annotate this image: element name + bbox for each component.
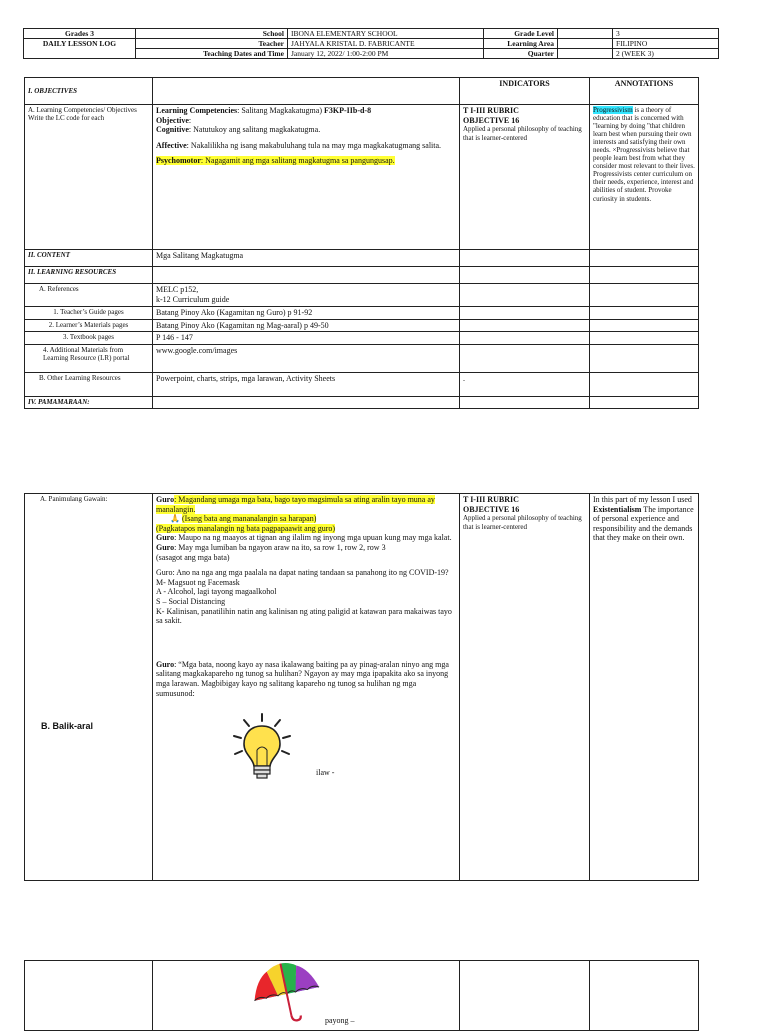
tg-label: 1. Teacher’s Guide pages [25,307,153,320]
progressivism-term: Progressivism [593,106,633,114]
school-label: School [136,29,288,39]
tb-value: P 146 - 147 [153,332,460,345]
lm-label: 2. Learner’s Materials pages [25,319,153,332]
payong-cell [153,961,460,1031]
other-value: Powerpoint, charts, strips, mga larawan, Activity Sheets [153,372,460,396]
annotations-heading: ANNOTATIONS [590,78,699,105]
am-label: 4. Additional Materials from Learning Resource (LR) portal [25,344,153,372]
annotation-cell-2: In this part of my lesson I used Existentialism The importance of personal experience and responsibility and the demands that they make on their own. [590,494,699,881]
objectives-heading: I. OBJECTIVES [25,78,153,105]
umbrella-icon [247,961,325,1027]
learning-area-value: FILIPINO [613,39,719,49]
lm-value: Batang Pinoy Ako (Kagamitan ng Mag-aaral) p 49-50 [153,319,460,332]
references-label: A. References [25,284,153,307]
continuation-table [24,960,699,1031]
other-label: B. Other Learning Resources [25,372,153,396]
grade-level-value: 3 [613,29,719,39]
dates-label: Teaching Dates and Time [136,49,288,59]
covid-question: Guro: Ano na nga ang mga paalala na dapat nating tandaan sa panahong ito ng COVID-19? [156,568,449,578]
school-value: IBONA ELEMENTARY SCHOOL [288,29,484,39]
references-value: MELC p152, k-12 Curriculum guide [153,284,460,307]
am-value: www.google.com/images [153,344,460,372]
objectives-table: I. OBJECTIVES INDICATORS ANNOTATIONS A. Learning Competencies/ Objectives Write the LC code for each Learning Competencies: Salitang Magkakatugma) F3KP-IIb-d-8 Objective: Cognitive: Natutukoy ang salitang magkakatugma. Affective: Nakalilikha ng isang makabuluhang tula na may mga magkakatugmang salita. Psychomotor: Nagagamit ang mga salitang magkatugma sa pangungusap. T I-III RUBRIC OBJECTIVE 16 Applied a personal philosophy of teaching that is learner-centered Progressivism is a theory of education that is concerned with "learning by doing "that children learn best when pursuing their own interests and satisfying their own needs. ×Progressivists believe that people learn best from what they consider most relevant to their lives. Progressivists center curriculum on their needs, experience, interest and abilities of student. Provoke curiosity in students. II. CONTENT Mga Salitang Magkatugma II. LEARNING RESOURCES A. References MELC p152, k-12 Curriculum guide 1. Teacher’s Guide pages Batang Pinoy Ako (Kagamitan ng Guro) p 91-92 2. Learner’s Materials pages Batang Pinoy Ako (Kagamitan ng Mag-aaral) p 49-50 3. Textbook pages P 146 - 147 4. Additional Materials from Learning Resource (LR) portal www.google.com/images B. Other Learning Resources Powerpoint, charts, strips, mga larawan, Activity Sheets . IV. PAMAMARAAN: [24,77,699,409]
psychomotor-text: : Nagagamit ang mga salitang magkatugma sa pangungusap. [200,156,395,166]
indicators-heading: INDICATORS [460,78,590,105]
greeting-text: : Magandang umaga mga bata, bago tayo magsimula sa ating aralin tayo muna ay manalangin. [156,495,435,514]
cognitive-text: : Natutukoy ang salitang magkakatugma. [188,125,321,135]
objectives-content: Learning Competencies: Salitang Magkakatugma) F3KP-IIb-d-8 Objective: Cognitive: Natutukoy ang salitang magkakatugma. Affective: Nakalilikha ng isang makabuluhang tula na may mga magkakatugmang salita. Psychomotor: Nagagamit ang mga salitang magkatugma sa pangungusap. [153,105,460,250]
tb-label: 3. Textbook pages [25,332,153,345]
lc-code: F3KP-IIb-d-8 [321,106,372,115]
tg-value: Batang Pinoy Ako (Kagamitan ng Guro) p 91-92 [153,307,460,320]
content-value: Mga Salitang Magkatugma [153,250,460,267]
log-title: DAILY LESSON LOG [24,39,136,59]
quarter-value: 2 (WEEK 3) [613,49,719,59]
balik-aral-label: B. Balik-aral [41,721,94,731]
dates-value: January 12, 2022/ 1:00-2:00 PM [288,49,484,59]
panimula-label: A. Panimulang Gawain: [40,495,108,503]
header-table [23,28,719,59]
lc-title: Learning Competencies [156,106,238,115]
pray-icon: 🙏 [170,514,180,524]
annotation-cell: Progressivism is a theory of education that is concerned with "learning by doing "that children learn best when pursuing their own interests and satisfying their own needs. ×Progressivists believe that people learn best from what they consider most relevant to their lives. Progressivists center curriculum on their needs, experience, interest and abilities of student. Provoke curiosity in students. [590,105,699,250]
objective-title: Objective [156,115,189,125]
existentialism-term: Existentialism [593,504,642,514]
lightbulb-icon [230,712,294,782]
teacher-label: Teacher [136,39,288,49]
resources-label: II. LEARNING RESOURCES [25,267,153,284]
payong-label: payong – [325,1016,355,1025]
content-label: II. CONTENT [25,250,153,267]
review-text: : “Mga bata, noong kayo ay nasa ikalawang baiting pa ay pinag-aralan ninyo ang mga salitang magkakapareho ng tunog sa hulihan? Ngayon ay may mga ipapakita ako sa inyong mga larawan. Magbibigay kayo ng salitang kapareho ng tunog sa hulihan ng mga sumusunod: [156,659,449,698]
procedure-label: IV. PAMAMARAAN: [25,396,153,408]
learning-area-label: Learning Area [484,39,558,49]
teacher-value: JAHYALA KRISTAL D. FABRICANTE [288,39,484,49]
indicator-cell: T I-III RUBRIC OBJECTIVE 16 Applied a personal philosophy of teaching that is learner-centered [460,105,590,250]
ilaw-label: ilaw - [316,768,335,778]
procedure-content: Guro: Magandang umaga mga bata, bago tayo magsimula sa ating aralin tayo muna ay manalangin. 🙏 (Isang bata ang mananalangin sa harapan) (Pagkatapos manalangin ng bata pagpapaawit ang guro) Guro: Maupo na ng maayos at tignan ang ilalim ng inyong mga upuan kung may mga kalat. Guro: May mga lumiban ba ngayon araw na ito, sa row 1, row 2, row 3 (sasagot ang mga bata) Guro: Ano na nga ang mga paalala na dapat nating tandaan sa panahong ito ng COVID-19? M- Magsuot ng Facemask A - Alcohol, lagi tayong magaalkohol S – Social Distancing K- Kalinisan, panatilihin natin ang kalinisan ng ating paligid at katawan para makaiwas tayo sa sakit. Guro: “Mga bata, noong kayo ay nasa ikalawang baiting pa ay pinag-aralan ninyo ang mga salitang magkakapareho ng tunog sa hulihan? Ngayon ay may mga ipapakita ako sa inyong mga larawan. Magbibigay kayo ng salitang kapareho ng tunog sa hulihan ng mga sumusunod: ilaw - [153,494,460,881]
indicator-cell-2: T I-III RUBRIC OBJECTIVE 16 Applied a personal philosophy of teaching that is learner-centered [460,494,590,881]
grade-level-label: Grade Level [484,29,558,39]
procedure-table [24,493,699,881]
quarter-label: Quarter [484,49,558,59]
grades: Grades 3 [24,29,136,39]
procedure-labels [25,494,153,881]
lc-label: A. Learning Competencies/ Objectives Write the LC code for each [25,105,153,250]
affective-text: : Nakalilikha ng isang makabuluhang tula na may mga magkakatugmang salita. [186,140,442,150]
